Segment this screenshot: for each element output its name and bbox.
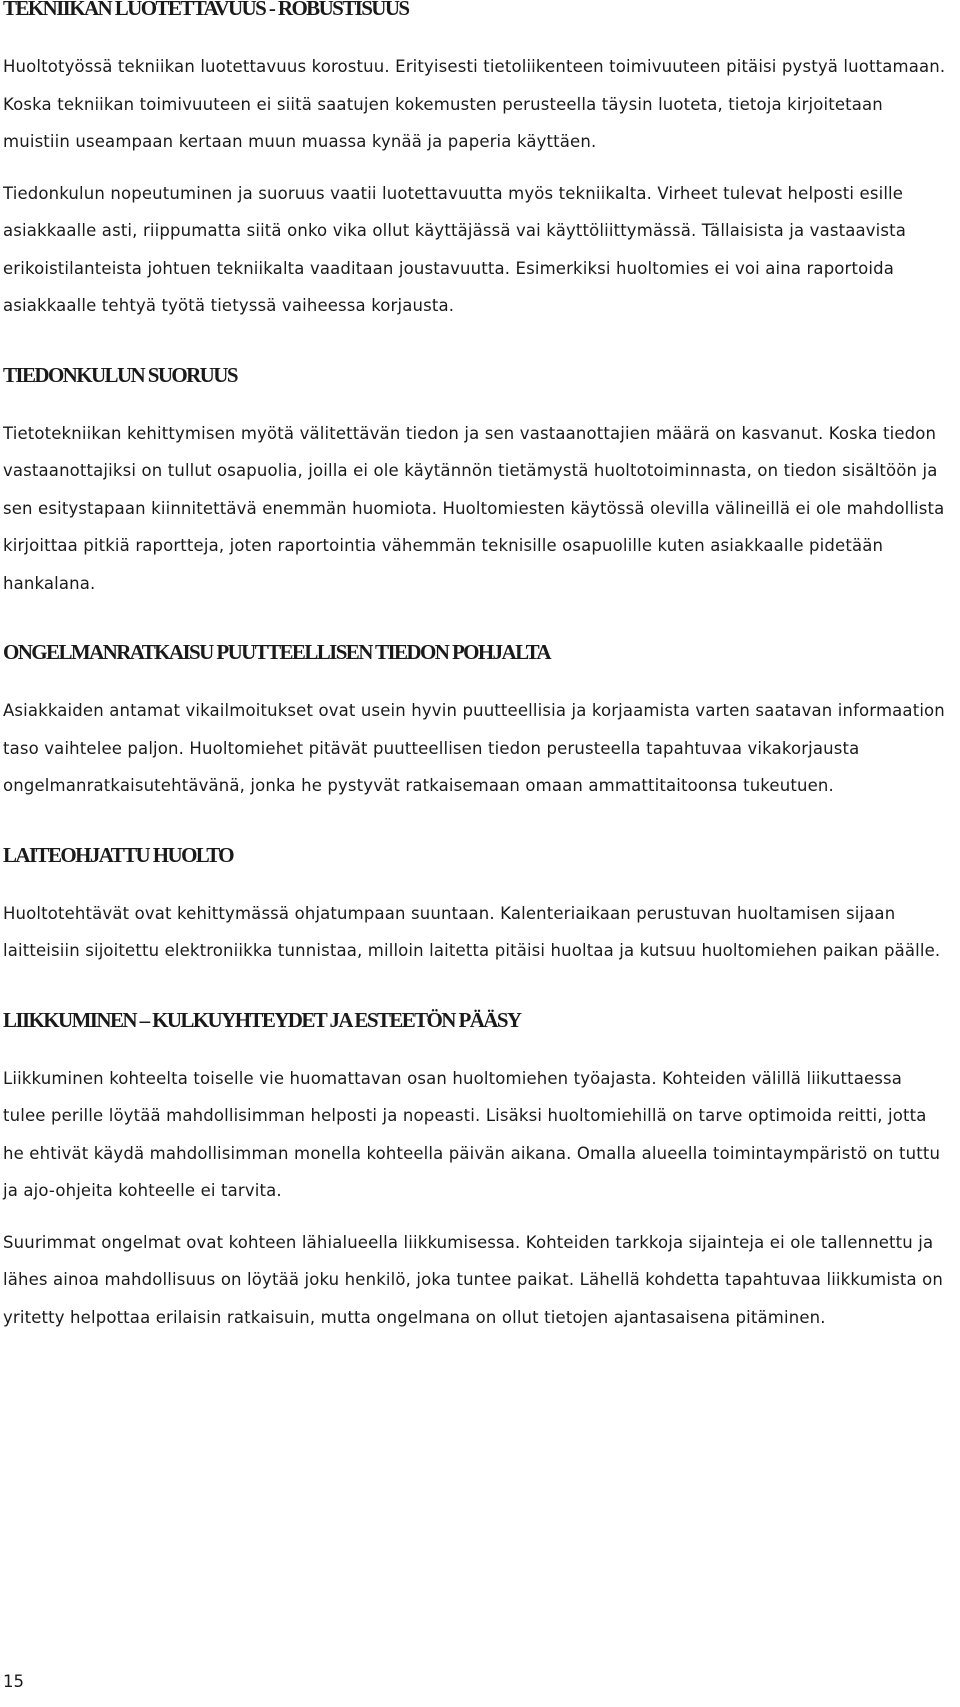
section-heading-mobility-access: LIIKKUMINEN – KULKUYHTEYDET JA ESTEETÖN PÄÄSY <box>3 1007 521 1032</box>
section-heading-information-flow: TIEDONKULUN SUORUUS <box>3 362 237 387</box>
paragraph: Suurimmat ongelmat ovat kohteen lähialueella liikkumisessa. Kohteiden tarkkoja sijainteja ei ole tallennettu ja lähes ainoa mahdollisuus on löytää joku henkilö, joka tuntee paikat. Lähellä kohdetta tapahtuvaa liikkumista on yritetty helpottaa erilaisin ratkaisuin, mutta ongelmana on ollut tietojen ajantasaisena pitäminen. <box>3 1232 944 1327</box>
paragraph: Tiedonkulun nopeutuminen ja suoruus vaatii luotettavuutta myös tekniikalta. Virheet tulevat helposti esille asiakkaalle asti, riippumatta siitä onko vika ollut käyttäjässä vai käyttöliittymässä. Tällaisista ja vastaavista erikoistilanteista johtuen tekniikalta vaaditaan joustavuutta. Esimerkiksi huoltomies ei voi aina raportoida asiakkaalle tehtyä työtä tietyssä vaiheessa korjausta. <box>3 183 907 315</box>
paragraph: Tietotekniikan kehittymisen myötä välitettävän tiedon ja sen vastaanottajien määrä on kasvanut. Koska tiedon vastaanottajiksi on tullut osapuolia, joilla ei ole käytännön tietämystä huoltotoiminnasta, on tiedon sisältöön ja sen esitystapaan kiinnitettävä enemmän huomiota. Huoltomiesten käytössä olevilla välineillä ei ole mahdollista kirjoittaa pitkiä raportteja, joten raportointia vähemmän teknisille osapuolille kuten asiakkaalle pidetään hankalana. <box>3 423 945 593</box>
paragraph: Huoltotyössä tekniikan luotettavuus korostuu. Erityisesti tietoliikenteen toimivuuteen pitäisi pystyä luottamaan. Koska tekniikan toimivuuteen ei siitä saatujen kokemusten perusteella täysin luoteta, tietoja kirjoitetaan muistiin useampaan kertaan muun muassa kynää ja paperia käyttäen. <box>3 57 946 151</box>
section-heading-device-controlled-maintenance: LAITEOHJATTU HUOLTO <box>3 842 234 867</box>
section-heading-robustness: TEKNIIKAN LUOTETTAVUUS - ROBUSTISUUS <box>3 0 409 20</box>
page-number: 15 <box>3 1672 24 1691</box>
section-heading-problem-solving: ONGELMANRATKAISU PUUTTEELLISEN TIEDON POHJALTA <box>3 640 550 664</box>
paragraph: Liikkuminen kohteelta toiselle vie huomattavan osan huoltomiehen työajasta. Kohteiden välillä liikuttaessa tulee perille löytää mahdollisimman helposti ja nopeasti. Lisäksi huoltomiehillä on tarve optimoida reitti, jotta he ehtivät käydä mahdollisimman monella kohteella päivän aikana. Omalla alueella toimintaympäristö on tuttu ja ajo-ohjeita kohteelle ei tarvita. <box>3 1068 941 1200</box>
paragraph: Huoltotehtävät ovat kehittymässä ohjatumpaan suuntaan. Kalenteriaikaan perustuvan huoltamisen sijaan laitteisiin sijoitettu elektroniikka tunnistaa, milloin laitetta pitäisi huoltaa ja kutsuu huoltomiehen paikan päälle. <box>3 903 941 960</box>
paragraph: Asiakkaiden antamat vikailmoitukset ovat usein hyvin puutteellisia ja korjaamista varten saatavan informaation taso vaihtelee paljon. Huoltomiehet pitävät puutteellisen tiedon perusteella tapahtuvaa vikakorjausta ongelmanratkaisutehtävänä, jonka he pystyvät ratkaisemaan omaan ammattitaitoonsa tukeutuen. <box>3 701 945 795</box>
